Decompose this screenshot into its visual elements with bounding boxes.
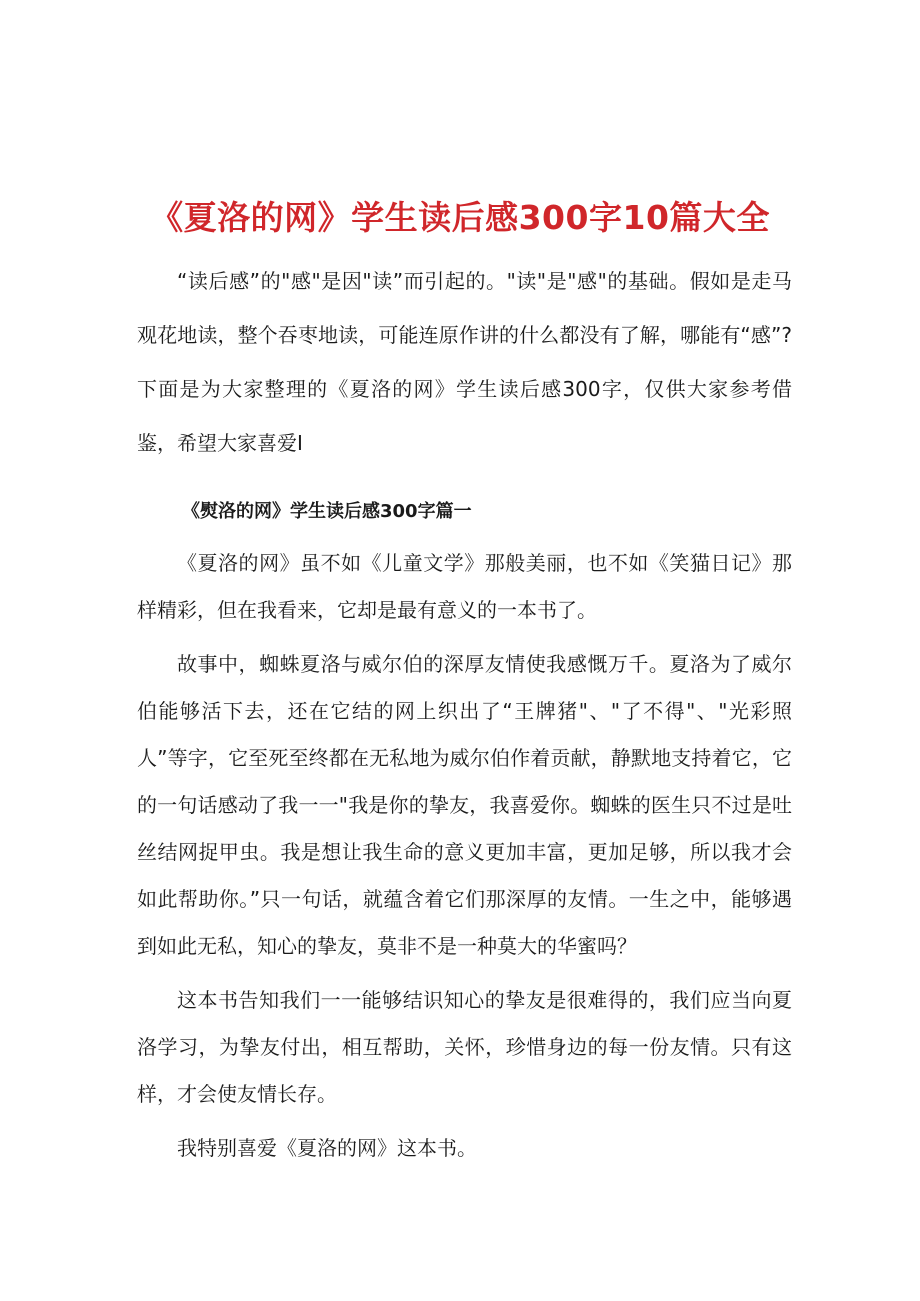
article-body	[137, 540, 792, 1179]
intro-paragraph: “读后感”的"感"是因"读”而引起的。"读"是"感"的基础。假如是走马观花地读，整个吞枣地读，可能连原作讲的什么都没有了解，哪能有“感”?下面是为大家整理的《夏洛的网》学生读后感300字，仅供大家参考借鉴，希望大家喜爱I	[137, 269, 792, 455]
body-paragraph-2: 故事中，蜘蛛夏洛与威尔伯的深厚友情使我感慨万千。夏洛为了威尔伯能够活下去，还在它结的网上织出了“王牌猪"、"了不得"、"光彩照人”等字，它至死至终都在无私地为威尔伯作着贡献，静默地支持着它，它的一句话感动了我一一"我是你的挚友，我喜爱你。蜘蛛的医生只不过是吐丝结网捉甲虫。我是想让我生命的意义更加丰富，更加足够，所以我才会如此帮助你。”只一句话，就蕴含着它们那深厚的友情。一生之中，能够遇到如此无私，知心的挚友，莫非不是一种莫大的华蜜吗？	[137, 652, 792, 958]
document-title: 《夏洛的网》学生读后感300字10篇大全	[150, 198, 770, 238]
body-paragraph-1: 《夏洛的网》虽不如《儿童文学》那般美丽，也不如《笑猫日记》那样精彩，但在我看来，它却是最有意义的一本书了。	[137, 551, 792, 622]
section-heading: 《熨洛的网》学生读后感300字篇一	[182, 501, 472, 522]
body-paragraph-4: 我特别喜爱《夏洛的网》这本书。	[177, 1136, 477, 1160]
body-paragraph-3: 这本书告知我们一一能够结识知心的挚友是很难得的，我们应当向夏洛学习，为挚友付出，相互帮助，关怀，珍惜身边的每一份友情。只有这样，才会使友情长存。	[137, 988, 792, 1106]
